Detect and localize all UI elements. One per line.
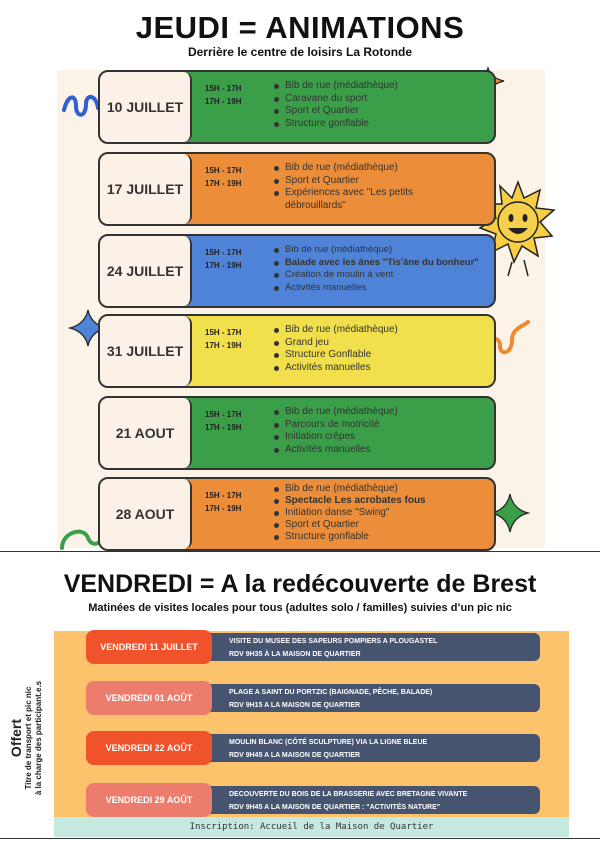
visit-details: DECOUVERTE DU BOIS DE LA BRASSERIE AVEC BRETAGNE VIVANTE RDV 9H45 A LA MAISON DE QUARTIER : "ACTIVITÉS NATURE"	[229, 791, 468, 811]
row-date: 24 JUILLET	[100, 236, 192, 306]
friday-subtitle: Matinées de visites locales pour tous (adultes solo / familles) suivies d’un pic nic	[88, 602, 512, 614]
activity-item: Parcours de motricité	[274, 419, 398, 432]
page-subtitle: Derrière le centre de loisirs La Rotonde	[187, 45, 413, 59]
thursday-row-5	[98, 396, 496, 470]
activity-item: Caravane du sport	[274, 93, 398, 106]
row-date: 28 AOUT	[100, 479, 192, 549]
activity-item: Activités manuelles	[274, 282, 479, 295]
registration-footer: Inscription: Accueil de la Maison de Quartier	[54, 817, 569, 837]
row-date: 31 JUILLET	[100, 316, 192, 386]
activity-item: Sport et Quartier	[274, 175, 424, 188]
visit-date: VENDREDI 01 AOÛT	[86, 681, 212, 715]
thursday-row-4	[98, 314, 496, 388]
section-divider	[0, 551, 600, 552]
row-activities	[274, 324, 398, 374]
friday-title: VENDREDI = A la redécouverte de Brest	[63, 570, 537, 598]
activity-item: Bib de rue (médiathèque)	[274, 406, 398, 419]
activity-item: Spectacle Les acrobates fous	[274, 495, 426, 507]
activity-item: Bib de rue (médiathèque)	[274, 162, 424, 175]
row-times: 15H - 17H 17H - 19H	[205, 248, 242, 270]
activity-item: Création de moulin à vent	[274, 269, 479, 282]
row-date: 21 AOUT	[100, 398, 192, 468]
page-title: JEUDI = ANIMATIONS	[135, 10, 465, 45]
visit-details: PLAGE A SAINT DU PORTZIC (BAIGNADE, PÊCHE, BALADE) RDV 9H15 A LA MAISON DE QUARTIER	[229, 689, 433, 709]
row-times: 15H - 17H 17H - 19H	[205, 166, 242, 188]
activity-item: Bib de rue (médiathèque)	[274, 80, 398, 93]
activity-item: Sport et Quartier	[274, 519, 426, 531]
visit-details: MOULIN BLANC (CÔTÉ SCULPTURE) VIA LA LIGNE BLEUE RDV 9H45 A LA MAISON DE QUARTIER	[229, 739, 428, 759]
activity-item: Initiation crêpes	[274, 431, 398, 444]
row-date: 17 JUILLET	[100, 154, 192, 224]
row-times: 15H - 17H 17H - 19H	[205, 491, 242, 513]
visit-date: VENDREDI 11 JUILLET	[86, 630, 212, 664]
offert-label: Offert Titre de transport et pic nic à la charge des participant.e.s	[8, 680, 43, 796]
activity-item: Bib de rue (médiathèque)	[274, 483, 426, 495]
row-times: 15H - 17H 17H - 19H	[205, 410, 242, 432]
thursday-row-6	[98, 477, 496, 551]
row-activities	[274, 406, 398, 456]
visit-date: VENDREDI 29 AOÛT	[86, 783, 212, 817]
visit-details: VISITE DU MUSEE DES SAPEURS POMPIERS A PLOUGASTEL RDV 9H35 À LA MAISON DE QUARTIER	[229, 638, 438, 658]
activity-item: Balade avec les ânes "Tis'âne du bonheur"	[274, 257, 479, 270]
activity-item: Activités manuelles	[274, 362, 398, 375]
activity-item: Bib de rue (médiathèque)	[274, 324, 398, 337]
thursday-row-1	[98, 70, 496, 144]
thursday-row-3	[98, 234, 496, 308]
row-times: 15H - 17H 17H - 19H	[205, 84, 242, 106]
activity-item: Bib de rue (médiathèque)	[274, 244, 479, 257]
row-date: 10 JUILLET	[100, 72, 192, 142]
row-activities	[274, 162, 424, 212]
row-activities	[274, 483, 426, 543]
activity-item: Expériences avec "Les petits débrouillards"	[274, 187, 424, 212]
activity-item: Activités manuelles	[274, 444, 398, 457]
row-activities	[274, 244, 479, 294]
activity-item: Grand jeu	[274, 337, 398, 350]
bottom-divider	[0, 838, 600, 839]
activity-item: Structure gonflable	[274, 118, 398, 131]
activity-item: Structure Gonflable	[274, 349, 398, 362]
activity-item: Structure gonflable	[274, 531, 426, 543]
activity-item: Initiation danse "Swing"	[274, 507, 426, 519]
activity-item: Sport et Quartier	[274, 105, 398, 118]
green-sparkle-icon	[490, 492, 530, 534]
row-activities	[274, 80, 398, 130]
thursday-row-2	[98, 152, 496, 226]
visit-date: VENDREDI 22 AOÛT	[86, 731, 212, 765]
row-times: 15H - 17H 17H - 19H	[205, 328, 242, 350]
